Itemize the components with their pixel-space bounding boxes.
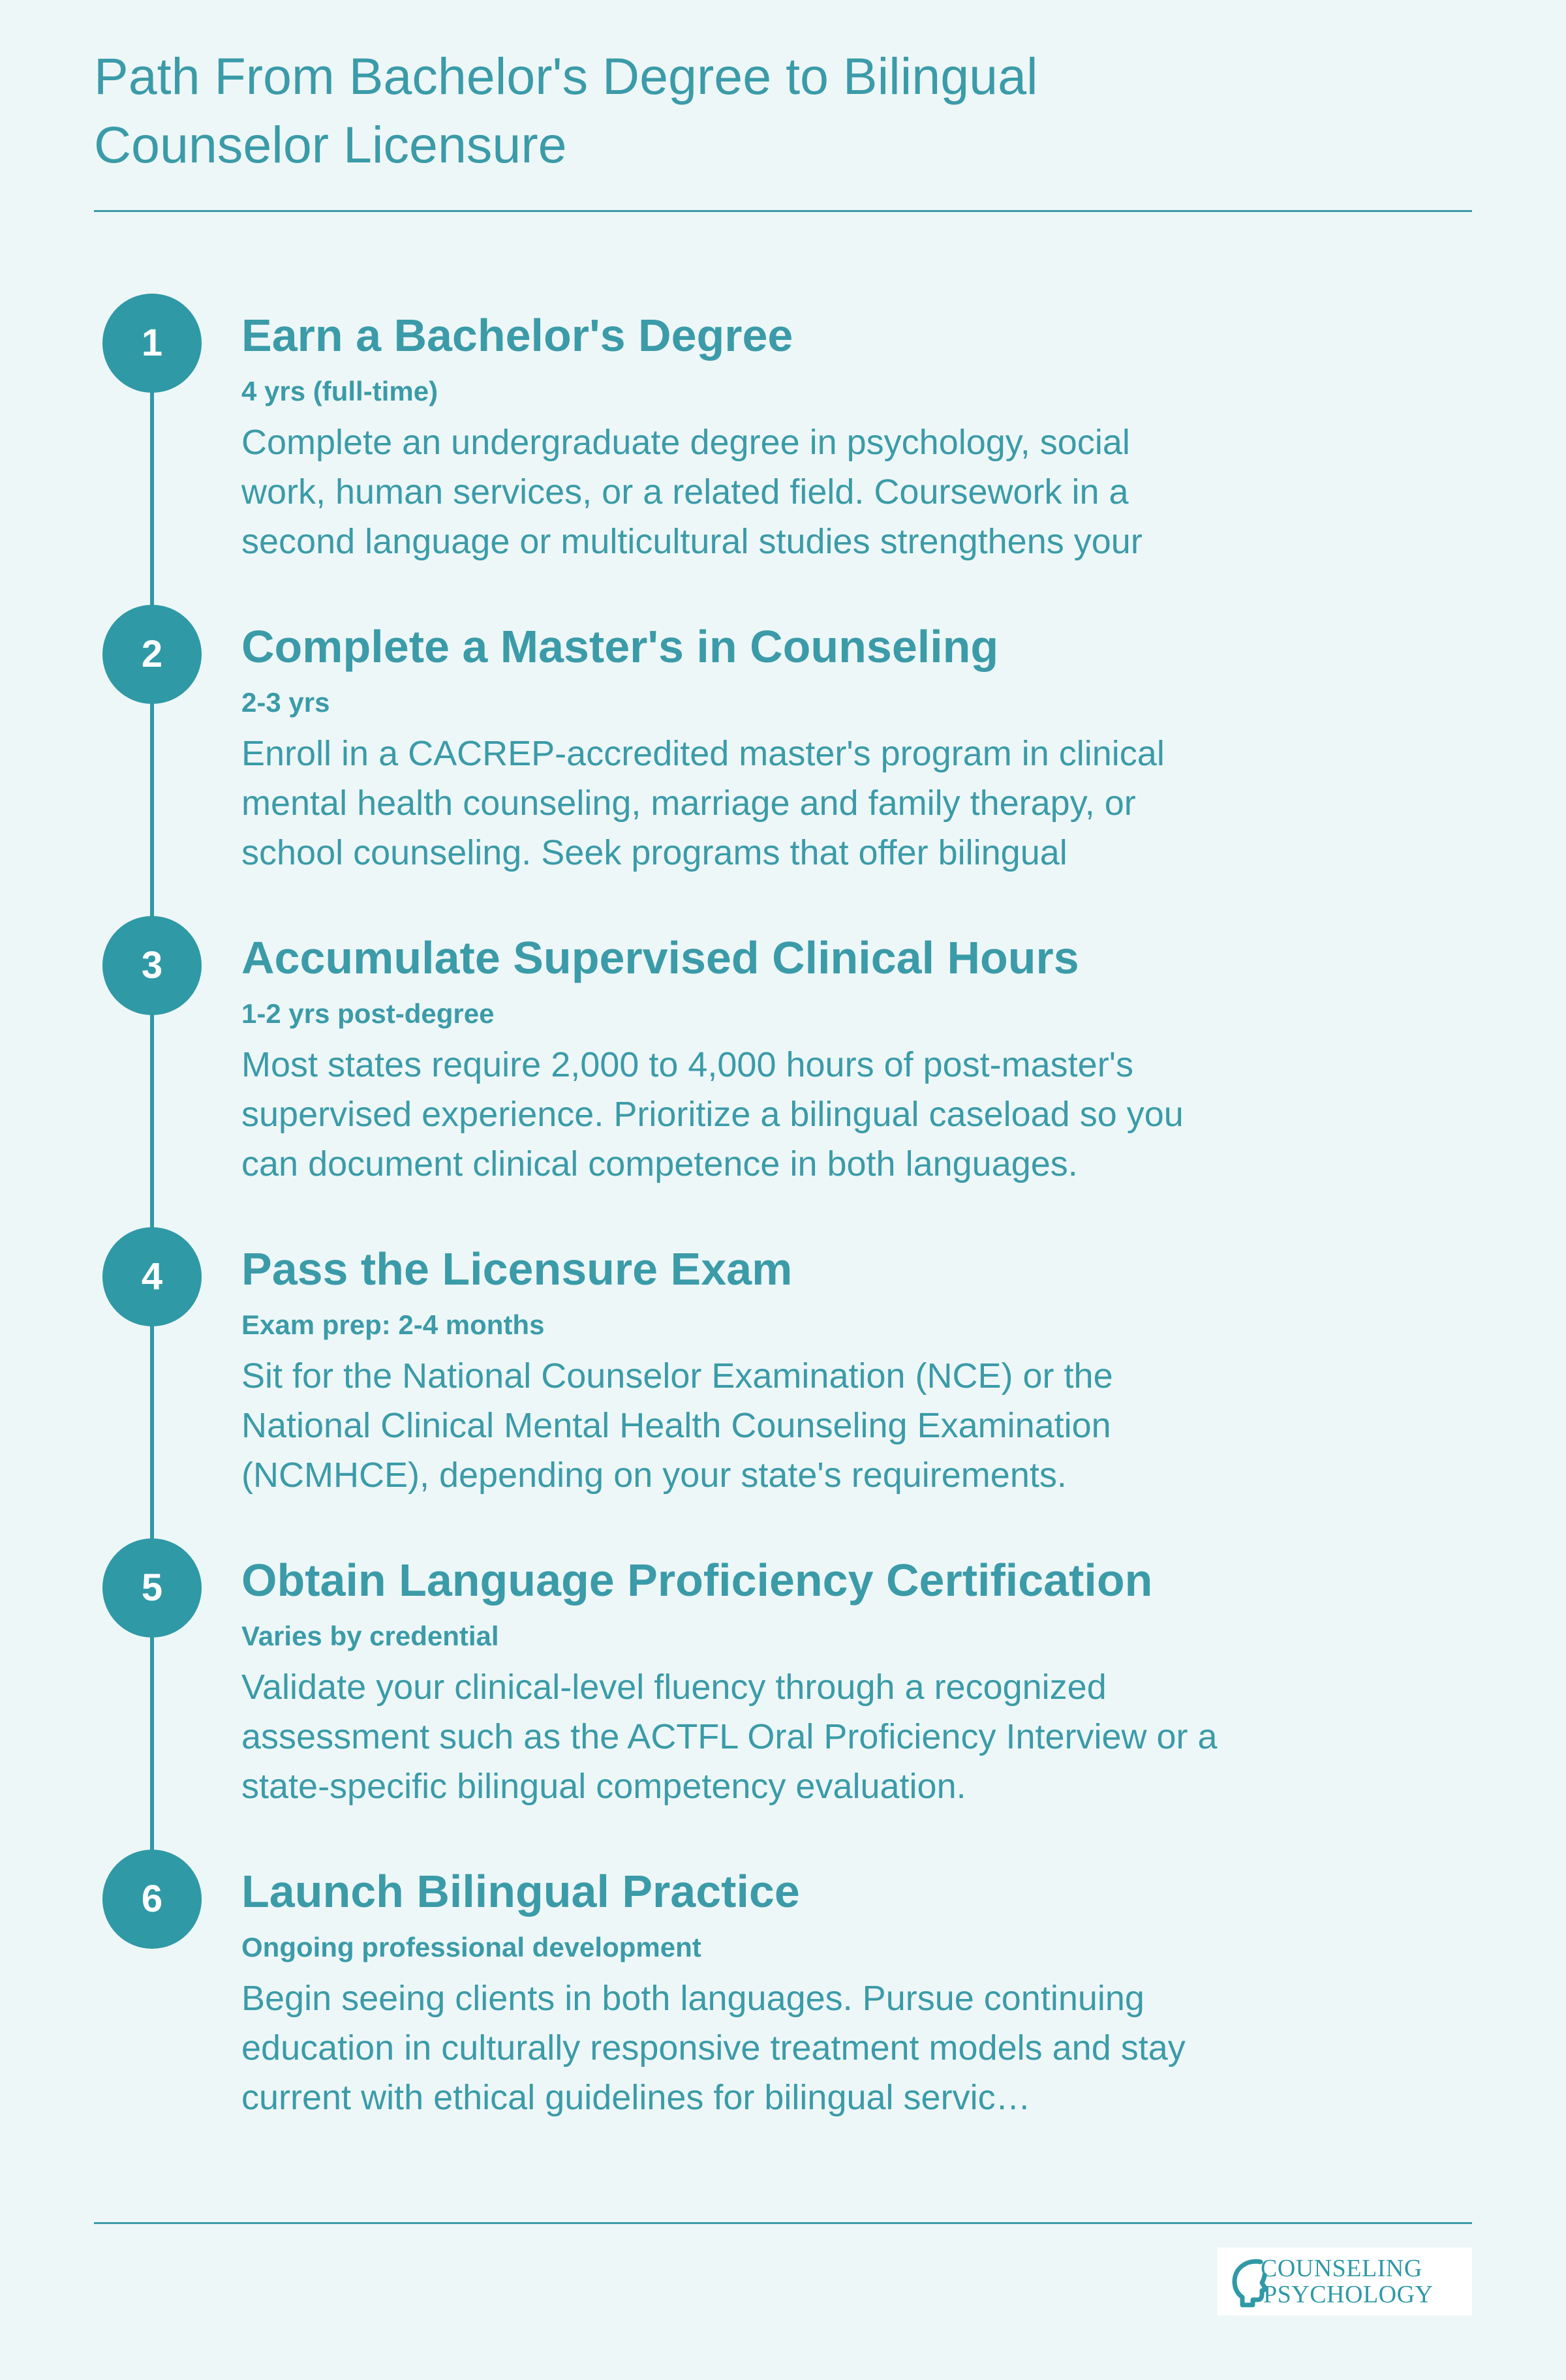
step-duration: 1-2 yrs post-degree: [241, 998, 495, 1029]
step-title: Obtain Language Proficiency Certification: [241, 1555, 1153, 1606]
step-description: Most states require 2,000 to 4,000 hours of post-master's supervised experience. Prioritize a bilingual caseload so you can document clinical competence in both languages.: [241, 1045, 1184, 1183]
step-description: Sit for the National Counselor Examination (NCE) or the National Clinical Mental Health Counseling Examination (NCMHCE), depending on your state's requirements.: [241, 1356, 1113, 1495]
step-title: Earn a Bachelor's Degree: [241, 310, 793, 361]
step-title: Accumulate Supervised Clinical Hours: [241, 932, 1079, 983]
step-description: Validate your clinical-level fluency through a recognized assessment such as the ACTFL Oral Proficiency Interview or a state-specific bilingual competency evaluation.: [241, 1668, 1218, 1806]
step-title: Launch Bilingual Practice: [241, 1866, 800, 1917]
step-description: Complete an undergraduate degree in psychology, social work, human services, or a related field. Coursework in a second language or multicultural studies strengthens your: [241, 423, 1143, 561]
step-number-badge: 3: [102, 916, 202, 1015]
step-description: Enroll in a CACREP-accredited master's program in clinical mental health counseling, marriage and family therapy, or school counseling. Seek programs that offer bilingual: [241, 734, 1165, 872]
header-divider: [94, 210, 1472, 212]
step-number-badge: 2: [102, 605, 202, 704]
timeline-line: [150, 342, 154, 1908]
step-description: Begin seeing clients in both languages. Pursue continuing education in culturally responsive treatment models and stay current with ethical guidelines for bilingual servic…: [241, 1979, 1186, 2117]
step-title: Complete a Master's in Counseling: [241, 621, 999, 672]
step-title: Pass the Licensure Exam: [241, 1243, 793, 1294]
step-duration: Ongoing professional development: [241, 1932, 701, 1962]
site-logo: [1218, 2248, 1472, 2315]
step-number-badge: 5: [102, 1538, 202, 1638]
step-duration: 4 yrs (full-time): [241, 376, 438, 406]
step-duration: Exam prep: 2-4 months: [241, 1309, 545, 1340]
page-title: Path From Bachelor's Degree to Bilingual Counselor Licensure: [94, 47, 1038, 174]
step-number-badge: 4: [102, 1227, 202, 1326]
footer-divider: [94, 2222, 1472, 2224]
step-duration: Varies by credential: [241, 1621, 499, 1651]
step-number-badge: 1: [102, 294, 202, 393]
logo-text-line1: COUNSELING: [1261, 2255, 1422, 2282]
step-duration: 2-3 yrs: [241, 687, 330, 718]
step-number-badge: 6: [102, 1850, 202, 1949]
logo-text-line2: PSYCHOLOGY: [1263, 2281, 1434, 2308]
